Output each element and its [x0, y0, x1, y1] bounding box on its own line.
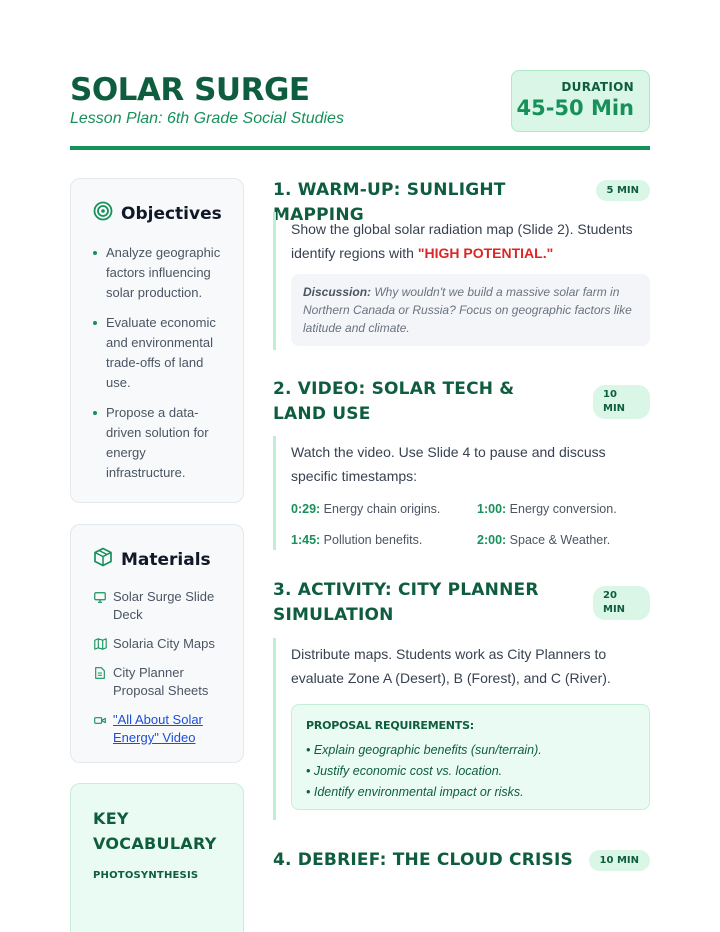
objective-item: [93, 403, 223, 483]
timestamp-item: [291, 531, 477, 549]
section-title: 3. ACTIVITY: CITY PLANNER SIMULATION: [273, 580, 539, 625]
requirement-item: • Justify economic cost vs. location.: [306, 764, 503, 778]
section-debrief: [273, 848, 650, 878]
video-icon: [93, 711, 107, 729]
timestamp-time: 1:00:: [477, 502, 507, 516]
requirements-title: PROPOSAL REQUIREMENTS:: [306, 719, 475, 732]
timestamp-time: 2:00:: [477, 533, 507, 547]
bullet-icon: [93, 321, 97, 325]
vocabulary-card: [70, 783, 244, 932]
section-title: 2. VIDEO: SOLAR TECH & LAND USE: [273, 379, 515, 424]
materials-header: [93, 547, 229, 572]
duration-value: 45-50 Min: [516, 96, 634, 120]
objective-text: Propose a data-driven solution for energy infrastructure.: [106, 405, 209, 480]
materials-title: Materials: [121, 549, 211, 570]
section-text: [291, 217, 650, 265]
material-item: [93, 664, 229, 700]
objective-text: Evaluate economic and environmental trade-offs of land use.: [106, 315, 216, 390]
monitor-icon: [93, 588, 107, 606]
section-title: 4. DEBRIEF: THE CLOUD CRISIS: [273, 850, 573, 870]
timestamp-item: [477, 531, 652, 549]
section-warm-up: [273, 178, 650, 353]
material-item: [93, 711, 229, 747]
vocabulary-title: KEY VOCABULARY: [93, 809, 217, 853]
material-item: [93, 635, 229, 653]
timestamp-item: [477, 500, 652, 518]
discussion-box: [291, 274, 650, 346]
duration-label: DURATION: [561, 80, 634, 94]
duration-badge: 10 MIN: [593, 385, 650, 419]
requirement-item: • Explain geographic benefits (sun/terrain).: [306, 743, 542, 757]
section-text: Distribute maps. Students work as City Planners to evaluate Zone A (Desert), B (Forest), and C (River).: [291, 646, 611, 686]
section-text: Watch the video. Use Slide 4 to pause and discuss specific timestamps:: [291, 444, 606, 484]
objectives-card: [70, 178, 244, 503]
objective-item: [93, 313, 223, 393]
timestamp-label: Energy conversion.: [506, 502, 617, 516]
objectives-title: Objectives: [121, 203, 222, 224]
requirements-box: [291, 704, 650, 810]
objective-text: Analyze geographic factors influencing solar production.: [106, 245, 221, 300]
section-text-main: Show the global solar radiation map (Slide 2). Students identify regions with: [291, 221, 633, 261]
objectives-header: [93, 201, 223, 226]
page-title: SOLAR SURGE: [70, 72, 310, 108]
timestamp-item: [291, 500, 477, 518]
timestamp-time: 0:29:: [291, 502, 321, 516]
timestamp-label: Energy chain origins.: [320, 502, 441, 516]
bullet-icon: [93, 411, 97, 415]
timestamp-label: Space & Weather.: [506, 533, 611, 547]
bullet-icon: [93, 251, 97, 255]
section-body: [273, 638, 650, 820]
objectives-list: [93, 243, 223, 483]
timestamp-time: 1:45:: [291, 533, 321, 547]
map-icon: [93, 635, 107, 653]
objective-item: [93, 243, 223, 303]
discussion-text: Why wouldn't we build a massive solar farm in Northern Canada or Russia? Focus on geographic factors like latitude and climate.: [303, 285, 632, 335]
material-label: Solar Surge Slide Deck: [113, 589, 215, 622]
material-label: City Planner Proposal Sheets: [113, 665, 209, 698]
section-video: [273, 377, 650, 552]
duration-badge: 20 MIN: [593, 586, 650, 620]
requirement-item: • Identify environmental impact or risks.: [306, 785, 524, 799]
vocabulary-term: PHOTOSYNTHESIS: [93, 870, 199, 881]
duration-badge: 5 MIN: [596, 180, 650, 201]
page-subtitle: Lesson Plan: 6th Grade Social Studies: [70, 110, 344, 127]
requirements-list: [306, 740, 635, 803]
timestamp-label: Pollution benefits.: [320, 533, 423, 547]
video-link[interactable]: "All About Solar Energy" Video: [113, 712, 203, 745]
page-header: [70, 70, 650, 150]
material-label: Solaria City Maps: [113, 636, 215, 651]
duration-box: [511, 70, 650, 132]
highlight-text: "HIGH POTENTIAL.": [417, 245, 554, 261]
document-icon: [93, 664, 107, 682]
material-item: [93, 588, 229, 624]
timestamp-grid: [291, 500, 650, 549]
discussion-label: Discussion:: [303, 285, 372, 299]
package-icon: [93, 547, 113, 572]
duration-badge: 10 MIN: [589, 850, 650, 871]
materials-card: [70, 524, 244, 763]
header-divider: [70, 146, 650, 150]
section-body: [273, 212, 650, 350]
section-title: 1. WARM-UP: SUNLIGHT MAPPING: [273, 180, 506, 225]
materials-list: [93, 588, 229, 747]
target-icon: [93, 201, 113, 226]
section-activity: [273, 578, 650, 823]
section-body: [273, 436, 650, 550]
